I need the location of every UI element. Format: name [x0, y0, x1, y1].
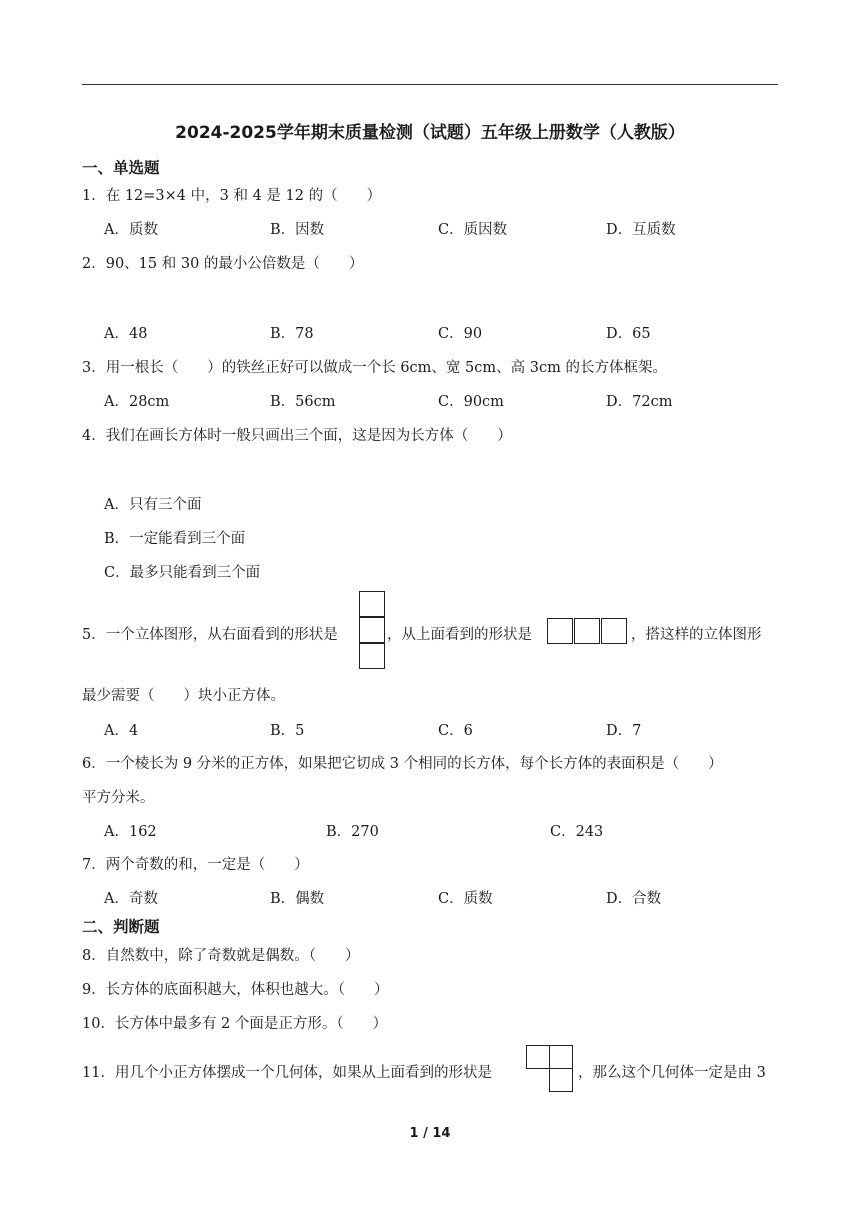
- question-5-part-2: ，从上面看到的形状是: [387, 627, 532, 643]
- question-5-line-2: 最少需要（ ）块小正方体。: [82, 688, 285, 704]
- question-5-part-3: ，搭这样的立体图形: [631, 627, 762, 643]
- figure-square: [359, 643, 385, 669]
- top-view-l-figure: [526, 1045, 576, 1093]
- q4-option-a: A．只有三个面: [104, 497, 202, 513]
- q4-option-b: B．一定能看到三个面: [104, 531, 246, 547]
- q3-option-b: B．56cm: [270, 394, 336, 410]
- question-1: 1．在 12=3×4 中，3 和 4 是 12 的（ ）: [82, 188, 382, 204]
- q1-option-d: D．互质数: [606, 222, 676, 238]
- question-11-part-1: 11．用几个小正方体摆成一个几何体，如果从上面看到的形状是: [82, 1065, 492, 1081]
- q1-option-b: B．因数: [270, 222, 325, 238]
- q6-option-a: A．162: [104, 824, 157, 840]
- q2-option-a: A．48: [104, 326, 148, 342]
- figure-square: [526, 1045, 550, 1069]
- q7-option-b: B．偶数: [270, 891, 325, 907]
- q4-option-c: C．最多只能看到三个面: [104, 565, 261, 581]
- question-10: 10．长方体中最多有 2 个面是正方形。（ ）: [82, 1016, 388, 1032]
- question-4: 4．我们在画长方体时一般只画出三个面，这是因为长方体（ ）: [82, 428, 512, 444]
- q2-option-c: C．90: [438, 326, 483, 342]
- q3-option-d: D．72cm: [606, 394, 673, 410]
- section-heading-true-false: 二、判断题: [82, 918, 160, 936]
- page-number: 1 / 14: [409, 1126, 451, 1141]
- section-heading-single-choice: 一、单选题: [82, 159, 160, 177]
- figure-square: [547, 618, 573, 644]
- figure-square: [601, 618, 627, 644]
- question-5-part-1: 5．一个立体图形，从右面看到的形状是: [82, 627, 338, 643]
- figure-square: [549, 1045, 573, 1069]
- question-6-line-1: 6．一个棱长为 9 分米的正方体，如果把它切成 3 个相同的长方体，每个长方体的表面积是（ ）: [82, 756, 723, 772]
- q7-option-a: A．奇数: [104, 891, 158, 907]
- q5-option-c: C．6: [438, 723, 473, 739]
- question-8: 8．自然数中，除了奇数就是偶数。（ ）: [82, 948, 360, 964]
- q2-option-d: D．65: [606, 326, 651, 342]
- q6-option-b: B．270: [326, 824, 379, 840]
- figure-square: [549, 1068, 573, 1092]
- figure-square: [574, 618, 600, 644]
- q6-option-c: C．243: [550, 824, 604, 840]
- q2-option-b: B．78: [270, 326, 314, 342]
- right-view-figure: [359, 591, 387, 671]
- top-view-figure: [547, 618, 629, 646]
- q5-option-a: A．4: [104, 723, 139, 739]
- q3-option-a: A．28cm: [104, 394, 170, 410]
- q3-option-c: C．90cm: [438, 394, 504, 410]
- page-title: 2024-2025学年期末质量检测（试题）五年级上册数学（人教版）: [175, 123, 685, 143]
- q5-option-b: B．5: [270, 723, 305, 739]
- question-9: 9．长方体的底面积越大，体积也越大。（ ）: [82, 982, 389, 998]
- q5-option-d: D．7: [606, 723, 642, 739]
- question-7: 7．两个奇数的和，一定是（ ）: [82, 857, 309, 873]
- question-6-line-2: 平方分米。: [82, 790, 155, 806]
- question-3: 3．用一根长（ ）的铁丝正好可以做成一个长 6cm、宽 5cm、高 3cm 的长方体框架。: [82, 360, 667, 376]
- q7-option-c: C．质数: [438, 891, 493, 907]
- q1-option-c: C．质因数: [438, 222, 508, 238]
- question-11-part-2: ，那么这个几何体一定是由 3: [578, 1065, 766, 1081]
- q1-option-a: A．质数: [104, 222, 158, 238]
- header-rule: [82, 84, 778, 85]
- question-2: 2．90、15 和 30 的最小公倍数是（ ）: [82, 256, 364, 272]
- figure-square: [359, 591, 385, 617]
- q7-option-d: D．合数: [606, 891, 662, 907]
- figure-square: [359, 617, 385, 643]
